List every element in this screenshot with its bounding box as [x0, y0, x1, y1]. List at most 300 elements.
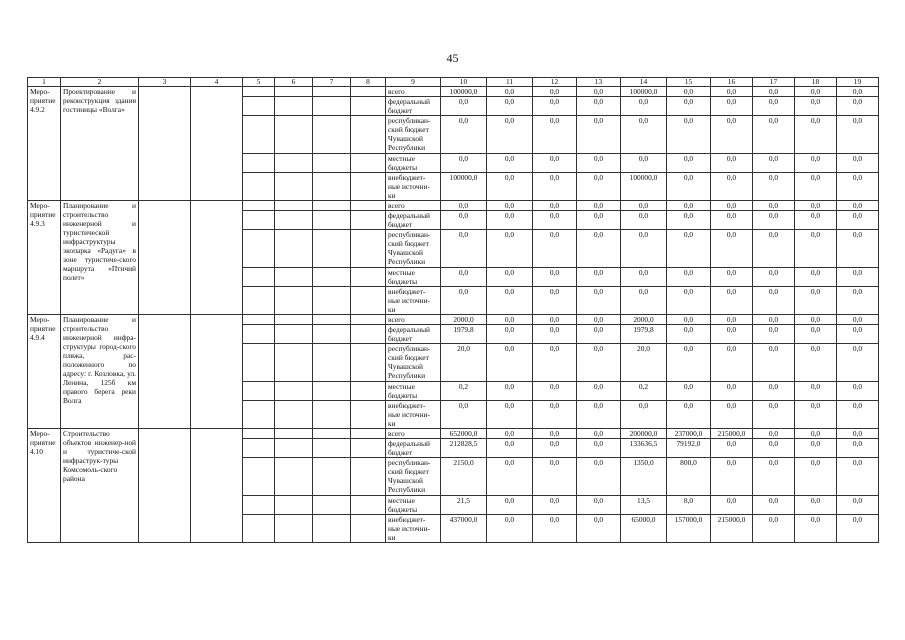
- amount-cell: 0,0: [441, 287, 487, 315]
- empty-cell: [351, 173, 386, 201]
- empty-cell: [243, 154, 275, 173]
- empty-cell: [275, 401, 313, 429]
- amount-cell: 0,0: [711, 211, 753, 230]
- amount-cell: 212828,5: [441, 439, 487, 458]
- amount-cell: 65000,0: [621, 515, 667, 543]
- amount-cell: 0,0: [837, 429, 879, 439]
- amount-cell: 0,0: [667, 87, 711, 97]
- amount-cell: 0,0: [577, 230, 621, 268]
- amount-cell: 13,5: [621, 496, 667, 515]
- empty-cell: [351, 315, 386, 325]
- empty-cell: [243, 211, 275, 230]
- amount-cell: 0,0: [711, 154, 753, 173]
- amount-cell: 0,0: [577, 401, 621, 429]
- amount-cell: 0,0: [487, 97, 533, 116]
- amount-cell: 0,0: [795, 97, 837, 116]
- amount-cell: 0,0: [795, 315, 837, 325]
- amount-cell: 0,0: [837, 439, 879, 458]
- empty-cell: [313, 401, 351, 429]
- amount-cell: 0,0: [711, 401, 753, 429]
- empty-cell: [275, 344, 313, 382]
- empty-cell: [243, 287, 275, 315]
- amount-cell: 0,0: [711, 439, 753, 458]
- empty-cell: [191, 87, 243, 201]
- activity-code-cell: Меро- приятие 4.9.3: [28, 201, 61, 315]
- amount-cell: 0,0: [711, 116, 753, 154]
- amount-cell: 0,0: [753, 458, 795, 496]
- empty-cell: [313, 154, 351, 173]
- amount-cell: 0,0: [533, 97, 577, 116]
- amount-cell: 0,0: [621, 97, 667, 116]
- amount-cell: 800,0: [667, 458, 711, 496]
- amount-cell: 0,0: [487, 382, 533, 401]
- empty-cell: [351, 382, 386, 401]
- activity-name-cell: Проектирование и реконструкция здания гостиницы «Волга»: [61, 87, 139, 201]
- amount-cell: 100000,0: [621, 173, 667, 201]
- amount-cell: 79192,0: [667, 439, 711, 458]
- empty-cell: [275, 458, 313, 496]
- amount-cell: 0,0: [753, 325, 795, 344]
- funding-source-cell: местные бюджеты: [386, 154, 441, 173]
- amount-cell: 0,0: [487, 268, 533, 287]
- amount-cell: 0,0: [711, 287, 753, 315]
- empty-cell: [191, 315, 243, 429]
- amount-cell: 0,0: [711, 315, 753, 325]
- empty-cell: [243, 344, 275, 382]
- amount-cell: 0,0: [441, 116, 487, 154]
- amount-cell: 0,0: [487, 173, 533, 201]
- amount-cell: 0,0: [837, 515, 879, 543]
- amount-cell: 0,0: [621, 268, 667, 287]
- funding-source-cell: внебюджет- ные источни- ки: [386, 401, 441, 429]
- amount-cell: 20,0: [621, 344, 667, 382]
- empty-cell: [351, 230, 386, 268]
- amount-cell: 0,0: [441, 201, 487, 211]
- empty-cell: [313, 429, 351, 439]
- amount-cell: 652000,0: [441, 429, 487, 439]
- empty-cell: [275, 268, 313, 287]
- amount-cell: 0,0: [533, 515, 577, 543]
- empty-cell: [275, 201, 313, 211]
- activity-code-cell: Меро- приятие 4.9.4: [28, 315, 61, 429]
- amount-cell: 0,0: [795, 344, 837, 382]
- empty-cell: [351, 287, 386, 315]
- empty-cell: [243, 315, 275, 325]
- column-number-cell: 15: [667, 78, 711, 87]
- amount-cell: 0,0: [753, 429, 795, 439]
- amount-cell: 0,0: [577, 515, 621, 543]
- amount-cell: 237000,0: [667, 429, 711, 439]
- amount-cell: 133636,5: [621, 439, 667, 458]
- amount-cell: 0,0: [711, 230, 753, 268]
- amount-cell: 0,0: [487, 315, 533, 325]
- empty-cell: [313, 211, 351, 230]
- amount-cell: 0,0: [487, 230, 533, 268]
- amount-cell: 0,0: [533, 429, 577, 439]
- amount-cell: 0,0: [533, 116, 577, 154]
- table-row: [28, 315, 879, 325]
- empty-cell: [243, 429, 275, 439]
- funding-source-cell: федеральный бюджет: [386, 325, 441, 344]
- empty-cell: [243, 401, 275, 429]
- column-number-cell: 13: [577, 78, 621, 87]
- amount-cell: 0,0: [795, 268, 837, 287]
- amount-cell: 0,0: [621, 154, 667, 173]
- amount-cell: 20,0: [441, 344, 487, 382]
- empty-cell: [275, 87, 313, 97]
- amount-cell: 0,2: [621, 382, 667, 401]
- amount-cell: 0,0: [441, 230, 487, 268]
- amount-cell: 0,0: [487, 154, 533, 173]
- amount-cell: 0,0: [441, 268, 487, 287]
- amount-cell: 0,0: [753, 344, 795, 382]
- amount-cell: 0,0: [795, 458, 837, 496]
- amount-cell: 0,0: [795, 515, 837, 543]
- empty-cell: [243, 173, 275, 201]
- amount-cell: 21,5: [441, 496, 487, 515]
- empty-cell: [351, 515, 386, 543]
- amount-cell: 0,0: [667, 315, 711, 325]
- table-row: [28, 87, 879, 97]
- amount-cell: 0,0: [441, 211, 487, 230]
- amount-cell: 0,0: [667, 211, 711, 230]
- empty-cell: [351, 154, 386, 173]
- amount-cell: 0,0: [837, 496, 879, 515]
- amount-cell: 200000,0: [621, 429, 667, 439]
- amount-cell: 0,0: [837, 154, 879, 173]
- amount-cell: 0,0: [577, 154, 621, 173]
- amount-cell: 0,0: [711, 201, 753, 211]
- amount-cell: 0,0: [621, 287, 667, 315]
- amount-cell: 1979,8: [621, 325, 667, 344]
- column-number-cell: 8: [351, 78, 386, 87]
- empty-cell: [351, 325, 386, 344]
- amount-cell: 0,0: [753, 268, 795, 287]
- empty-cell: [275, 515, 313, 543]
- empty-cell: [243, 515, 275, 543]
- amount-cell: 0,0: [577, 382, 621, 401]
- column-number-cell: 19: [837, 78, 879, 87]
- funding-source-cell: всего: [386, 201, 441, 211]
- amount-cell: 0,0: [837, 401, 879, 429]
- amount-cell: 0,0: [711, 382, 753, 401]
- empty-cell: [275, 325, 313, 344]
- empty-cell: [313, 201, 351, 211]
- empty-cell: [275, 97, 313, 116]
- table-body: [28, 78, 879, 543]
- column-number-cell: 6: [275, 78, 313, 87]
- empty-cell: [313, 439, 351, 458]
- empty-cell: [275, 116, 313, 154]
- amount-cell: 8,0: [667, 496, 711, 515]
- amount-cell: 0,0: [837, 230, 879, 268]
- empty-cell: [313, 268, 351, 287]
- amount-cell: 0,0: [487, 439, 533, 458]
- amount-cell: 0,0: [577, 287, 621, 315]
- amount-cell: 0,0: [837, 268, 879, 287]
- empty-cell: [275, 439, 313, 458]
- column-number-cell: 1: [28, 78, 61, 87]
- amount-cell: 0,0: [753, 97, 795, 116]
- empty-cell: [243, 439, 275, 458]
- amount-cell: 0,0: [753, 315, 795, 325]
- amount-cell: 0,0: [533, 173, 577, 201]
- empty-cell: [351, 401, 386, 429]
- amount-cell: 0,0: [753, 201, 795, 211]
- funding-source-cell: всего: [386, 315, 441, 325]
- amount-cell: 0,0: [795, 87, 837, 97]
- amount-cell: 0,0: [577, 458, 621, 496]
- empty-cell: [275, 154, 313, 173]
- amount-cell: 0,0: [837, 325, 879, 344]
- amount-cell: 0,0: [577, 439, 621, 458]
- amount-cell: 0,0: [487, 87, 533, 97]
- amount-cell: 0,0: [577, 97, 621, 116]
- empty-cell: [351, 458, 386, 496]
- amount-cell: 2150,0: [441, 458, 487, 496]
- empty-cell: [275, 211, 313, 230]
- amount-cell: 0,0: [795, 154, 837, 173]
- amount-cell: 0,0: [667, 325, 711, 344]
- amount-cell: 0,0: [487, 401, 533, 429]
- amount-cell: 0,0: [753, 87, 795, 97]
- amount-cell: 437000,0: [441, 515, 487, 543]
- amount-cell: 0,0: [487, 201, 533, 211]
- amount-cell: 0,0: [487, 429, 533, 439]
- column-number-cell: 2: [61, 78, 139, 87]
- amount-cell: 100000,0: [441, 87, 487, 97]
- amount-cell: 0,0: [487, 344, 533, 382]
- amount-cell: 0,0: [487, 325, 533, 344]
- amount-cell: 0,0: [667, 344, 711, 382]
- empty-cell: [313, 97, 351, 116]
- amount-cell: 0,0: [667, 116, 711, 154]
- empty-cell: [351, 201, 386, 211]
- amount-cell: 0,0: [621, 401, 667, 429]
- amount-cell: 0,0: [753, 439, 795, 458]
- funding-source-cell: внебюджет- ные источни- ки: [386, 173, 441, 201]
- column-number-cell: 11: [487, 78, 533, 87]
- amount-cell: 0,0: [667, 201, 711, 211]
- amount-cell: 0,0: [621, 211, 667, 230]
- amount-cell: 0,0: [711, 325, 753, 344]
- amount-cell: 0,0: [533, 268, 577, 287]
- amount-cell: 0,0: [795, 201, 837, 211]
- amount-cell: 0,0: [667, 287, 711, 315]
- funding-source-cell: республикан- ский бюджет Чувашской Республики: [386, 116, 441, 154]
- amount-cell: 0,0: [533, 401, 577, 429]
- empty-cell: [313, 230, 351, 268]
- amount-cell: 215000,0: [711, 515, 753, 543]
- empty-cell: [313, 287, 351, 315]
- column-number-cell: 4: [191, 78, 243, 87]
- amount-cell: 0,0: [577, 87, 621, 97]
- amount-cell: 0,0: [837, 116, 879, 154]
- amount-cell: 0,0: [533, 496, 577, 515]
- empty-cell: [191, 201, 243, 315]
- column-number-cell: 10: [441, 78, 487, 87]
- funding-source-cell: федеральный бюджет: [386, 97, 441, 116]
- amount-cell: 0,0: [487, 496, 533, 515]
- amount-cell: 0,0: [621, 116, 667, 154]
- amount-cell: 0,0: [667, 401, 711, 429]
- activity-code-cell: Меро- приятие 4.9.2: [28, 87, 61, 201]
- empty-cell: [351, 268, 386, 287]
- column-number-cell: 9: [386, 78, 441, 87]
- amount-cell: 0,0: [795, 116, 837, 154]
- amount-cell: 0,0: [711, 173, 753, 201]
- amount-cell: 0,0: [533, 154, 577, 173]
- amount-cell: 0,0: [753, 382, 795, 401]
- amount-cell: 0,0: [753, 287, 795, 315]
- amount-cell: 0,0: [711, 97, 753, 116]
- empty-cell: [243, 230, 275, 268]
- amount-cell: 0,0: [753, 230, 795, 268]
- empty-cell: [351, 429, 386, 439]
- amount-cell: 0,0: [795, 325, 837, 344]
- amount-cell: 0,0: [577, 315, 621, 325]
- amount-cell: 0,0: [533, 211, 577, 230]
- amount-cell: 0,0: [533, 230, 577, 268]
- amount-cell: 0,0: [577, 116, 621, 154]
- empty-cell: [139, 429, 191, 543]
- empty-cell: [351, 496, 386, 515]
- amount-cell: 0,0: [711, 87, 753, 97]
- budget-table: [27, 77, 879, 543]
- funding-source-cell: федеральный бюджет: [386, 211, 441, 230]
- empty-cell: [275, 496, 313, 515]
- amount-cell: 0,0: [487, 515, 533, 543]
- empty-cell: [313, 382, 351, 401]
- amount-cell: 0,0: [711, 344, 753, 382]
- empty-cell: [313, 515, 351, 543]
- amount-cell: 0,0: [621, 230, 667, 268]
- column-number-cell: 12: [533, 78, 577, 87]
- empty-cell: [243, 496, 275, 515]
- amount-cell: 0,0: [533, 344, 577, 382]
- column-number-cell: 7: [313, 78, 351, 87]
- amount-cell: 0,0: [667, 230, 711, 268]
- empty-cell: [351, 116, 386, 154]
- amount-cell: 0,0: [711, 458, 753, 496]
- amount-cell: 0,0: [837, 97, 879, 116]
- amount-cell: 0,0: [711, 496, 753, 515]
- amount-cell: 0,0: [837, 287, 879, 315]
- column-number-row: [28, 78, 879, 87]
- amount-cell: 0,0: [753, 154, 795, 173]
- amount-cell: 0,0: [753, 515, 795, 543]
- amount-cell: 0,0: [487, 211, 533, 230]
- column-number-cell: 5: [243, 78, 275, 87]
- empty-cell: [243, 268, 275, 287]
- amount-cell: 157000,0: [667, 515, 711, 543]
- amount-cell: 0,0: [577, 268, 621, 287]
- amount-cell: 0,0: [577, 211, 621, 230]
- amount-cell: 0,0: [795, 230, 837, 268]
- amount-cell: 0,0: [795, 173, 837, 201]
- activity-code-cell: Меро- приятие 4.10: [28, 429, 61, 543]
- amount-cell: 0,0: [753, 496, 795, 515]
- amount-cell: 0,0: [667, 97, 711, 116]
- funding-source-cell: местные бюджеты: [386, 268, 441, 287]
- empty-cell: [275, 173, 313, 201]
- amount-cell: 0,0: [577, 201, 621, 211]
- amount-cell: 0,0: [795, 496, 837, 515]
- empty-cell: [275, 382, 313, 401]
- funding-source-cell: республикан- ский бюджет Чувашской Республики: [386, 230, 441, 268]
- empty-cell: [243, 382, 275, 401]
- amount-cell: 0,0: [577, 344, 621, 382]
- funding-source-cell: всего: [386, 87, 441, 97]
- empty-cell: [243, 116, 275, 154]
- amount-cell: 0,0: [441, 401, 487, 429]
- amount-cell: 2000,0: [441, 315, 487, 325]
- empty-cell: [275, 315, 313, 325]
- amount-cell: 0,0: [441, 154, 487, 173]
- amount-cell: 0,0: [795, 382, 837, 401]
- amount-cell: 0,0: [753, 211, 795, 230]
- funding-source-cell: внебюджет- ные источни- ки: [386, 515, 441, 543]
- empty-cell: [313, 325, 351, 344]
- empty-cell: [139, 87, 191, 201]
- amount-cell: 0,0: [837, 382, 879, 401]
- empty-cell: [275, 287, 313, 315]
- empty-cell: [313, 116, 351, 154]
- funding-source-cell: республикан- ский бюджет Чувашской Республики: [386, 458, 441, 496]
- amount-cell: 0,0: [837, 173, 879, 201]
- amount-cell: 0,0: [667, 382, 711, 401]
- empty-cell: [351, 87, 386, 97]
- empty-cell: [275, 230, 313, 268]
- amount-cell: 0,0: [487, 116, 533, 154]
- amount-cell: 0,0: [837, 201, 879, 211]
- funding-source-cell: всего: [386, 429, 441, 439]
- empty-cell: [313, 315, 351, 325]
- empty-cell: [313, 458, 351, 496]
- amount-cell: 2000,0: [621, 315, 667, 325]
- funding-source-cell: местные бюджеты: [386, 382, 441, 401]
- amount-cell: 0,2: [441, 382, 487, 401]
- funding-source-cell: федеральный бюджет: [386, 439, 441, 458]
- amount-cell: 0,0: [753, 116, 795, 154]
- page-number: 45: [446, 51, 459, 65]
- amount-cell: 0,0: [837, 211, 879, 230]
- amount-cell: 0,0: [533, 458, 577, 496]
- amount-cell: 0,0: [837, 315, 879, 325]
- amount-cell: 0,0: [795, 287, 837, 315]
- amount-cell: 0,0: [621, 201, 667, 211]
- empty-cell: [243, 458, 275, 496]
- amount-cell: 0,0: [487, 287, 533, 315]
- amount-cell: 100000,0: [621, 87, 667, 97]
- empty-cell: [275, 429, 313, 439]
- empty-cell: [351, 344, 386, 382]
- amount-cell: 0,0: [487, 458, 533, 496]
- empty-cell: [313, 173, 351, 201]
- amount-cell: 100000,0: [441, 173, 487, 201]
- amount-cell: 0,0: [577, 173, 621, 201]
- amount-cell: 215000,0: [711, 429, 753, 439]
- empty-cell: [139, 201, 191, 315]
- table-row: [28, 201, 879, 211]
- amount-cell: 0,0: [441, 97, 487, 116]
- amount-cell: 0,0: [667, 154, 711, 173]
- activity-name-cell: Планирование и строительство инженерной инфра-структуры город-ского пляжа, рас-положенного по адресу: г. Козловка, ул. Ленина, 125б км правого берега реки Волга: [61, 315, 139, 429]
- table-row: [28, 429, 879, 439]
- empty-cell: [313, 496, 351, 515]
- amount-cell: 0,0: [667, 268, 711, 287]
- amount-cell: 0,0: [577, 496, 621, 515]
